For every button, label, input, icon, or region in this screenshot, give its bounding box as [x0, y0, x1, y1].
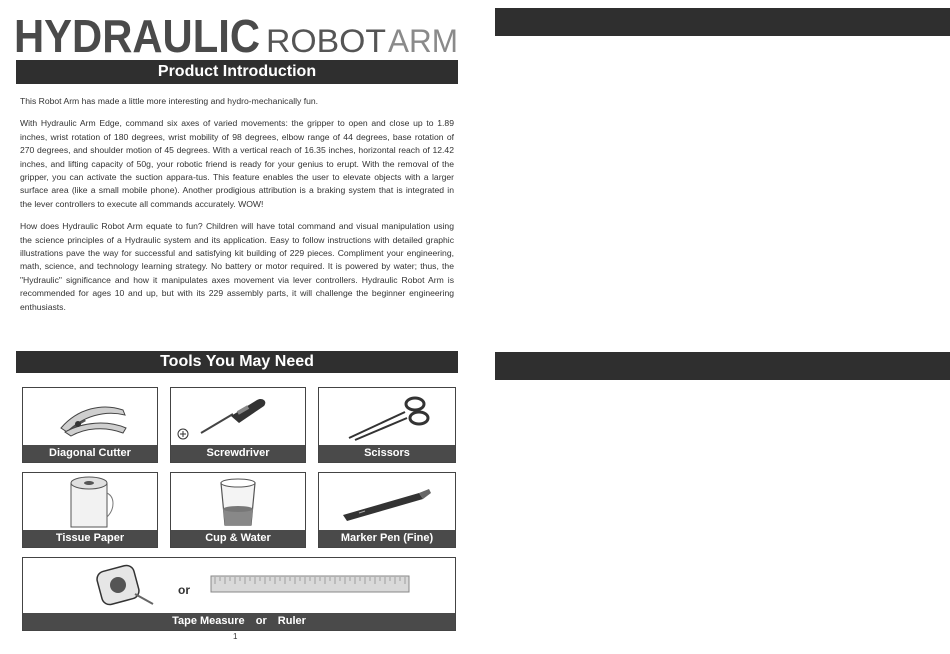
screwdriver-icon: [171, 388, 305, 445]
tape-measure-text: Tape Measure: [172, 615, 245, 627]
right-header-bar-bottom: [495, 352, 950, 380]
page-number: 1: [233, 632, 238, 641]
product-introduction-header: Product Introduction: [16, 60, 458, 84]
right-page: [475, 0, 950, 654]
tape-measure-ruler-icon: [23, 558, 455, 613]
hydraulic-robot-arm-logo: [14, 10, 460, 58]
logo-graphic: [14, 10, 460, 58]
scissors-label: Scissors: [319, 445, 455, 462]
tool-marker-pen: [318, 472, 456, 548]
tool-scissors: [318, 387, 456, 463]
cup-water-label: Cup & Water: [171, 530, 305, 547]
screwdriver-label: Screwdriver: [171, 445, 305, 462]
diagonal-cutter-icon: [23, 388, 157, 445]
ruler-icon: [211, 576, 409, 592]
marker-pen-label: Marker Pen (Fine): [319, 530, 455, 547]
or-text: or: [178, 583, 190, 597]
intro-paragraph-1: This Robot Arm has made a little more interesting and hydro-mechanically fun.: [20, 96, 319, 106]
tissue-paper-label: Tissue Paper: [23, 530, 157, 547]
scissors-icon: [319, 388, 455, 445]
or-text-label: or: [255, 615, 267, 627]
tools-header: Tools You May Need: [16, 351, 458, 373]
marker-pen-icon: [319, 473, 455, 530]
tape-measure-ruler-label: [23, 613, 455, 630]
tissue-paper-icon: [23, 473, 157, 530]
tool-tissue-paper: [22, 472, 158, 548]
tool-screwdriver: [170, 387, 306, 463]
svg-text:ARM: ARM: [388, 23, 458, 58]
diagonal-cutter-label: Diagonal Cutter: [23, 445, 157, 462]
product-introduction-text: [20, 95, 454, 323]
right-header-bar-top: [495, 8, 950, 36]
tool-cup-water: [170, 472, 306, 548]
ruler-text: Ruler: [277, 615, 306, 627]
tape-measure-icon: [95, 564, 153, 607]
svg-text:ROBOT: ROBOT: [266, 23, 386, 58]
svg-text:HYDRAULIC: HYDRAULIC: [14, 10, 260, 58]
intro-paragraph-2: With Hydraulic Arm Edge, command six axes of varied movements: the gripper to open and close up to 1.89 inches, wrist rotation of 180 degrees, wrist mobility of 98 degrees, elbow range of 44 degrees, base rotation of 270 degrees, and shoulder motion of 45 degrees. With a vertical reach of 16.35 inches, horizontal reach of 12.42 inches, and lifting capacity of 50g, your robotic friend is ready for your genius to erupt. With the removal of the gripper, you can activate the suction appara-tus. This feature enables the user to elevate objects with a larger surface area (like a small mobile phone). Another prodigious attribution is a braking system that is integrated in the lever controllers to execute all commands accurately. WOW!: [20, 118, 454, 209]
tool-diagonal-cutter: [22, 387, 158, 463]
cup-water-icon: [171, 473, 305, 530]
intro-paragraph-3: How does Hydraulic Robot Arm equate to fun? Children will have total command and visual manipulation using the science principles of a Hydraulic system and its application. Easy to follow instructions with detailed graphic illustrations pave the way for successful and satisfying kit building of 229 pieces. Compliment your engineering, math, science, and technology learning strategy. No battery or motor required. It is powered by water; thus, the "Hydraulic" significance and how it manipulates axes movement via lever controllers. Hydraulic Robot Arm is recommended for ages 10 and up, but with its 229 assembly parts, it will challenge the beginner engineering enthusiasts.: [20, 221, 454, 312]
tool-tape-measure-or-ruler: [22, 557, 456, 631]
